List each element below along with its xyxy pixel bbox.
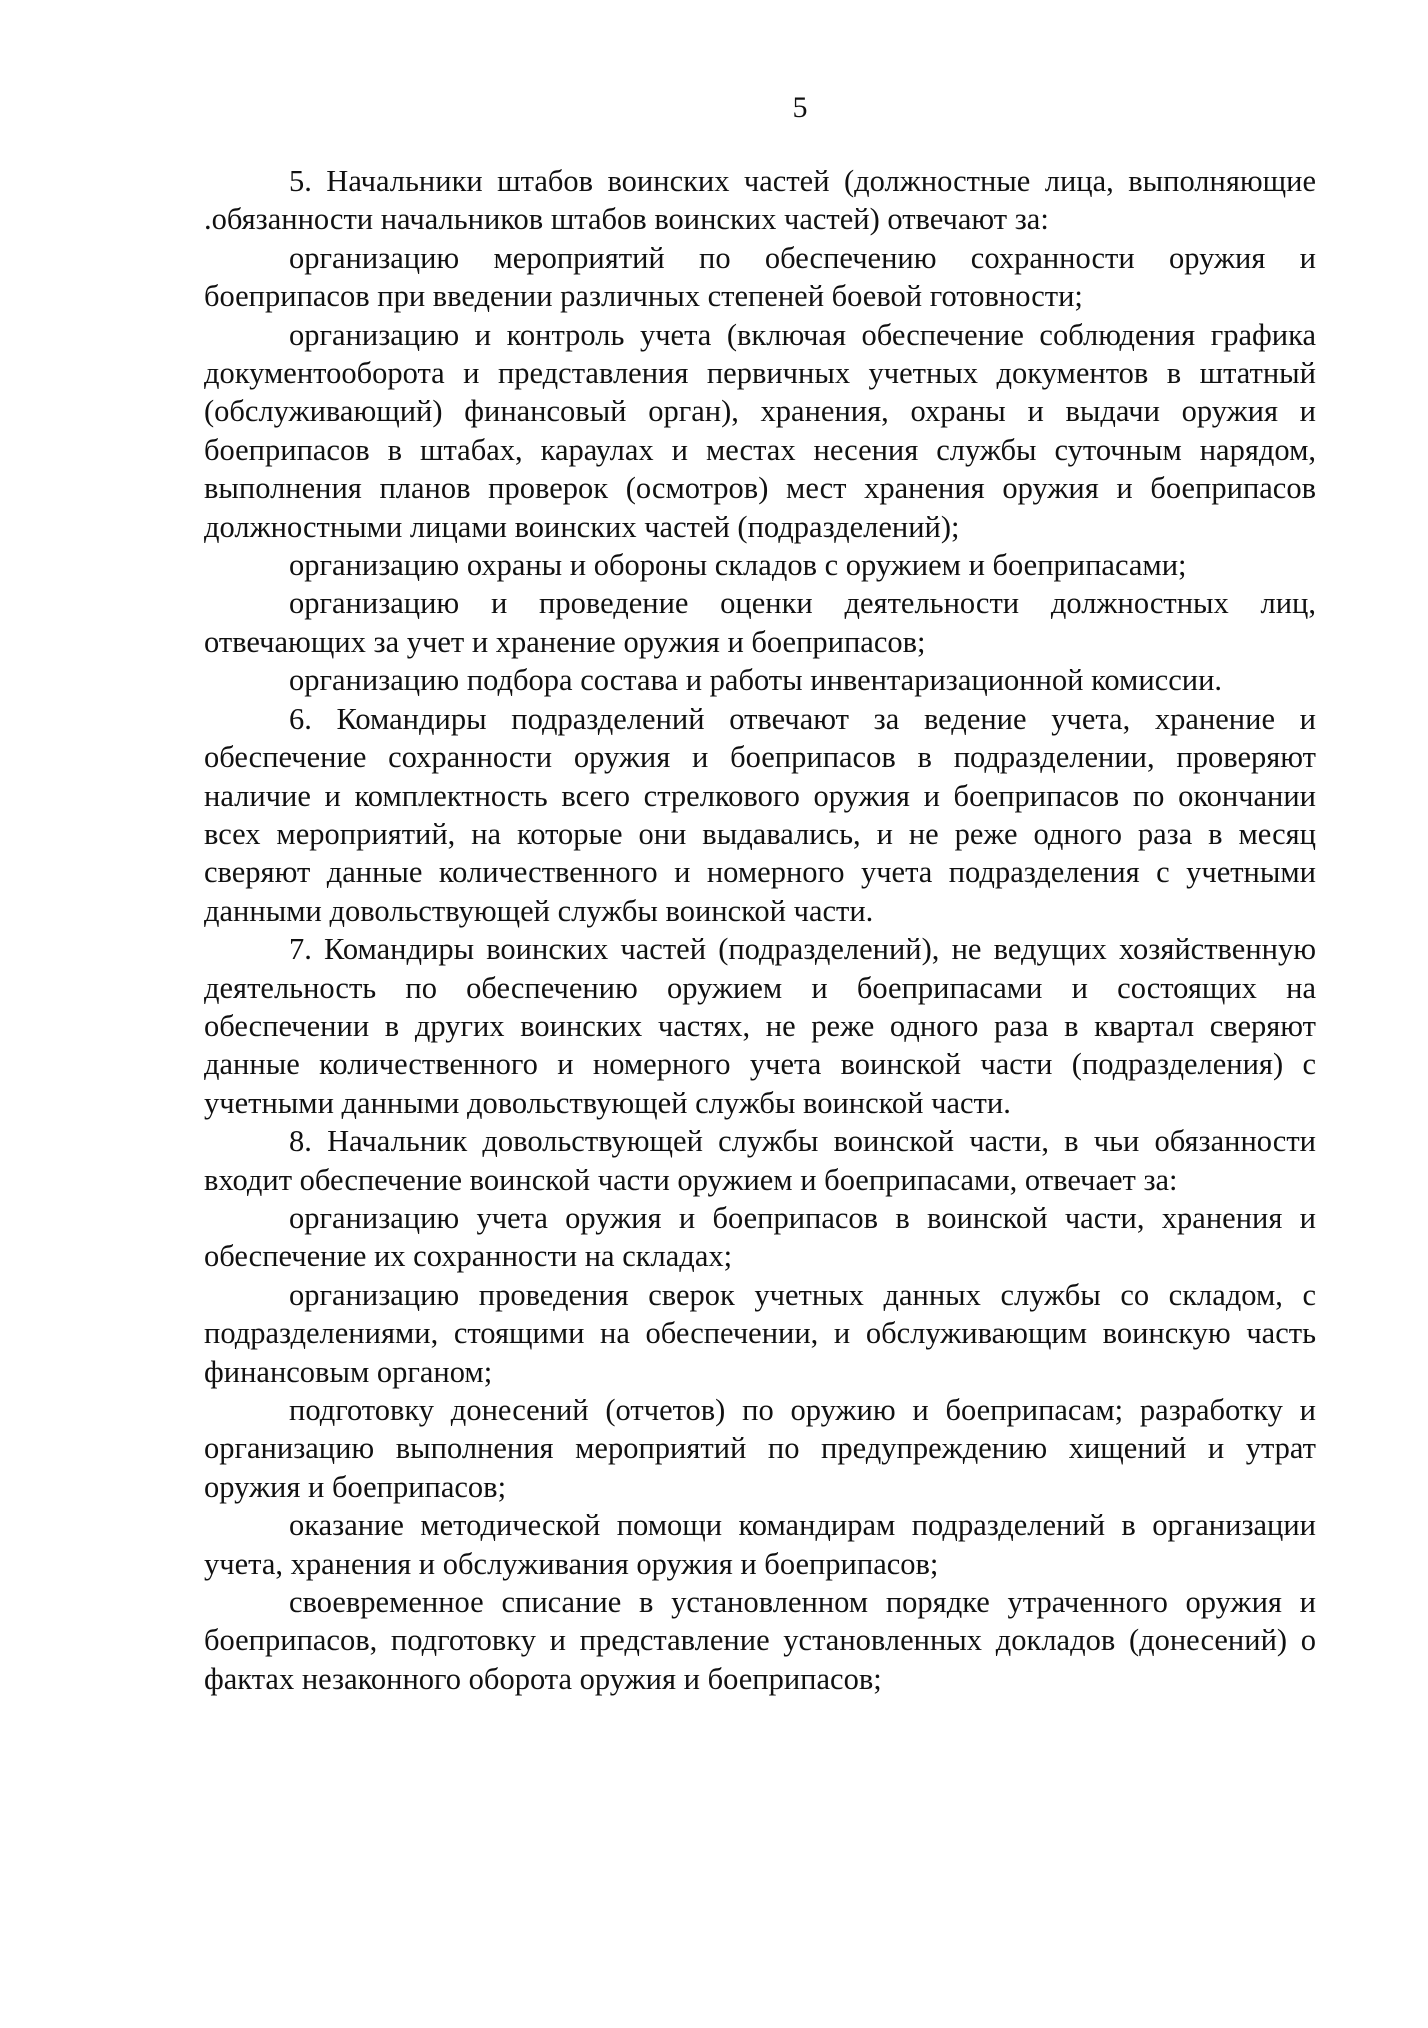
paragraph-5-item-1: организацию мероприятий по обеспечению сохранности оружия и боеприпасов при введении различных степеней боевой готовности; xyxy=(204,240,1316,314)
paragraph-8-item-1: организацию учета оружия и боеприпасов в воинской части, хранения и обеспечение их сохранности на складах; xyxy=(204,1200,1316,1274)
paragraph-5-item-3: организацию охраны и обороны складов с оружием и боеприпасами; xyxy=(289,548,1187,583)
paragraph-6: 6. Командиры подразделений отвечают за ведение учета, хранение и обеспечение сохранности оружия и боеприпасов в подразделении, проверяют наличие и комплектность всего стрелкового оружия и боеприпасов по окончании всех мероприятий, на которые они выдавались, и не реже одного раза в месяц сверяют данные количественного и номерного учета подразделения с учетными данными довольствующей службы воинской части. xyxy=(204,701,1316,928)
paragraph-5: 5. Начальники штабов воинских частей (должностные лица, выполняющие .обязанности начальников штабов воинских частей) отвечают за: xyxy=(204,164,1316,237)
page-number: 5 xyxy=(792,91,808,124)
paragraph-8: 8. Начальник довольствующей службы воинской части, в чьи обязанности входит обеспечение воинской части оружием и боеприпасами, отвечает за: xyxy=(204,1124,1316,1197)
paragraph-5-item-4: организацию и проведение оценки деятельности должностных лиц, отвечающих за учет и хранение оружия и боеприпасов; xyxy=(204,586,1316,659)
paragraph-8-item-3: подготовку донесений (отчетов) по оружию и боеприпасам; разработку и организацию выполнения мероприятий по предупреждению хищений и утрат оружия и боеприпасов; xyxy=(204,1393,1316,1504)
paragraph-8-item-2: организацию проведения сверок учетных данных службы со складом, с подразделениями, стоящими на обеспечении, и обслуживающим воинскую часть финансовым органом; xyxy=(204,1277,1316,1389)
document-body xyxy=(204,162,1316,1698)
paragraph-5-item-2: организацию и контроль учета (включая обеспечение соблюдения графика документооборота и представления первичных учетных документов в штатный (обслуживающий) финансовый орган), хранения, охраны и выдачи оружия и боеприпасов в штабах, караулах и местах несения службы суточным нарядом, выполнения планов проверок (осмотров) мест хранения оружия и боеприпасов должностными лицами воинских частей (подразделений); xyxy=(204,317,1316,544)
paragraph-5-item-5: организацию подбора состава и работы инвентаризационной комиссии. xyxy=(289,663,1223,698)
paragraph-8-item-4: оказание методической помощи командирам подразделений в организации учета, хранения и обслуживания оружия и боеприпасов; xyxy=(204,1508,1316,1581)
paragraph-8-item-5: своевременное списание в установленном порядке утраченного оружия и боеприпасов, подготовку и представление установленных докладов (донесений) о фактах незаконного оборота оружия и боеприпасов; xyxy=(204,1585,1316,1696)
paragraph-7: 7. Командиры воинских частей (подразделений), не ведущих хозяйственную деятельность по обеспечению оружием и боеприпасами и состоящих на обеспечении в других воинских частях, не реже одного раза в квартал сверяют данные количественного и номерного учета воинской части (подразделения) с учетными данными довольствующей службы воинской части. xyxy=(204,932,1316,1120)
